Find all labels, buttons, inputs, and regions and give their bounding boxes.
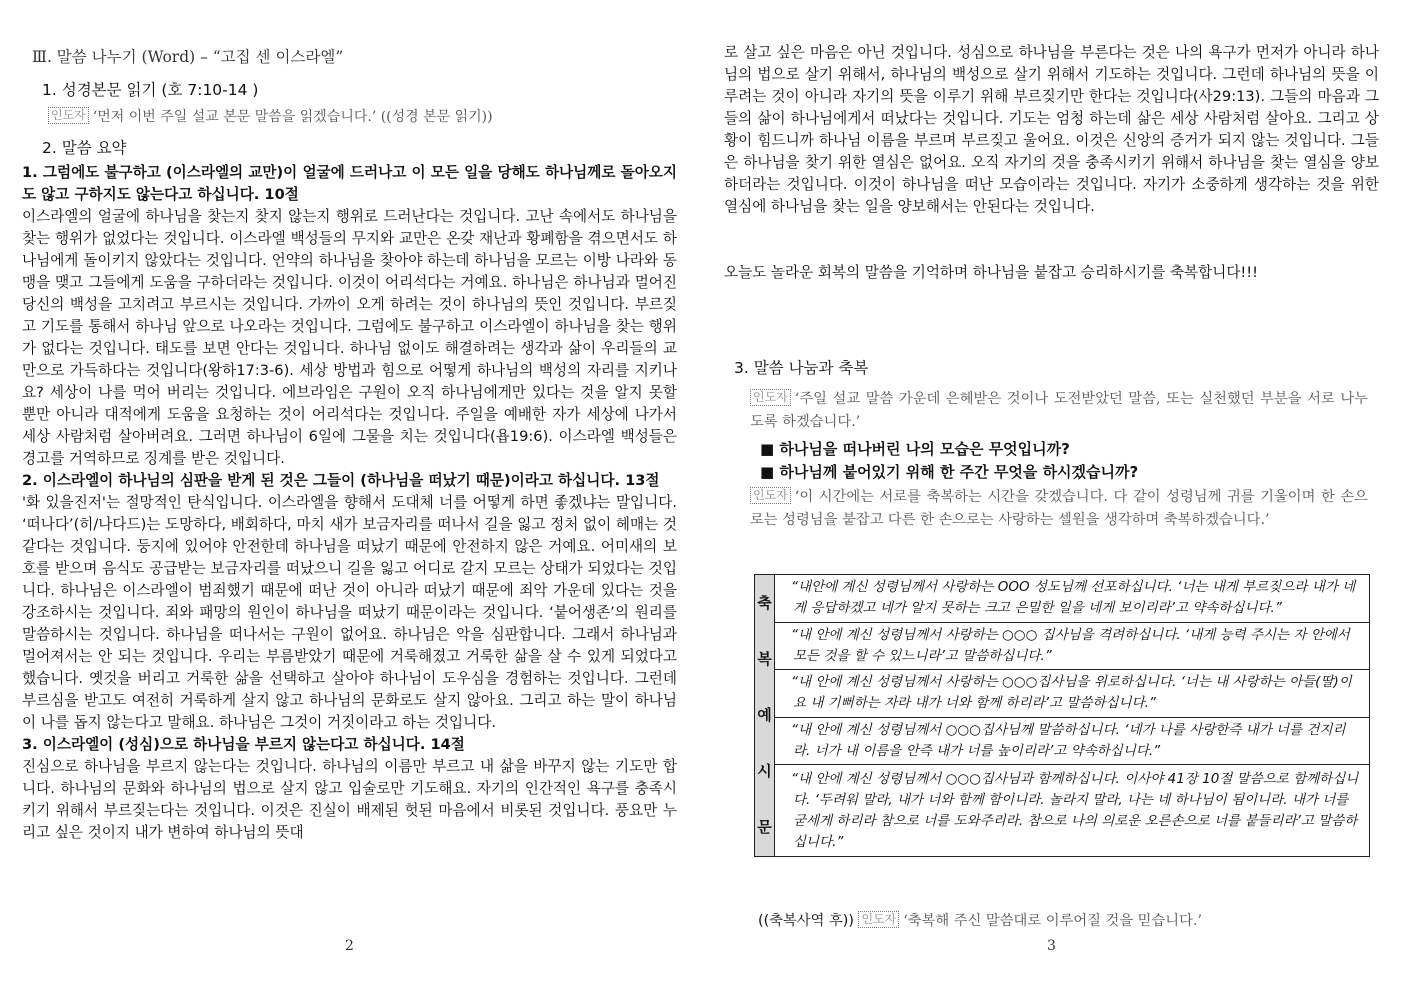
heading-bible-reading: 1. 성경본문 읽기 (호 7:10-14 ) <box>42 81 259 99</box>
heading-summary: 2. 말씀 요약 <box>42 139 127 157</box>
blessing-row: “내 안에 계신 성령님께서 사랑하는 ○○○ 집사님을 격려하십니다. ‘내게 능력 주시는 자 안에서 모든 것을 할 수 있느니라’고 말씀하십니다.” <box>775 622 1370 670</box>
blessing-side-label: 축 복 예 시 문 <box>755 575 775 857</box>
point-2-body: '화 있을진저'는 절망적인 탄식입니다. 이스라엘을 향해서 도대체 너를 어떻게 하면 좋겠냐는 말입니다. ‘떠나다’(히/나다드)는 도망하다, 배회하다, 마치 새가 보금자리를 떠나서 길을 잃고 정처 없이 헤매는 것 같다는 것입니다. 둥지에 있어야 안전한데 하나님을 떠났기 때문에 안전하지 않은 거예요. 어미새의 보호를 받으며 음식도 공급받는 보금자리를 떠났으니 길을 잃고 어디로 갈지 모르는 상태가 되었다는 것입니다. 하나님은 이스라엘이 범죄했기 때문에 떠난 것이 아니라 떠났기 때문에 죄악 가운데 있다는 것을 강조하시는 것입니다. 죄와 패망의 원인이 하나님을 떠났기 때문이라는 것입니다. ‘붙어생존’의 원리를 말씀하시는 것입니다. 하나님을 떠나서는 구원이 없어요. 하나님은 악을 심판합니다. 그래서 하나님과 멀어져서는 안 되는 것입니다. 우리는 부름받았기 때문에 거룩해졌고 거룩한 삶을 살 수 있게 되었다고 했습니다. 옛것을 버리고 거룩한 삶을 선택하고 살아야 하나님이 도우심을 경험하는 것입니다. 그런데 부르심을 받고도 여전히 거룩하게 살지 않고 하나님의 문화로도 살지 않아요. 그리고 하는 말이 하나님이 나를 돕지 않는다고 말해요. 하나님은 그것이 거짓이라고 하는 것입니다. <box>22 494 677 731</box>
leader-tag: 인도자 <box>750 389 791 406</box>
question-2: ■ 하나님께 붙어있기 위해 한 주간 무엇을 하시겠습니까? <box>760 463 1139 481</box>
point-1-title: 1. 그럼에도 불구하고 (이스라엘의 교만)이 얼굴에 드러나고 이 모든 일을 당해도 하나님께로 돌아오지도 않고 구하지도 않는다고 하십니다. 10절 <box>22 164 677 203</box>
blessing-intro: 인도자 ‘이 시간에는 서로를 축복하는 시간을 갖겠습니다. 다 같이 성령님께 귀를 기울이며 한 손으로는 성령님을 붙잡고 다른 한 손으로는 사랑하는 셀원을 생각하며 축복하겠습니다.’ <box>750 488 1368 528</box>
question-list <box>724 438 1138 484</box>
continued-body: 로 살고 싶은 마음은 아닌 것입니다. 성심으로 하나님을 부른다는 것은 나의 욕구가 먼저가 아니라 하나님의 법으로 살기 위해서, 하나님의 백성으로 살기 위해서 기도하는 것입니다. 그런데 하나님의 뜻을 이루려는 것이 아니라 자기의 뜻을 이루기 위해 부르짖기만 한다는 것입니다(사29:13). 그들의 마음과 그들의 삶이 하나님에게서 떠났다는 것입니다. 기도는 엄청 하는데 삶은 세상 사람처럼 살아요. 그리고 상황이 힘드니까 하나님 이름을 부르며 부르짖고 울어요. 이것은 신앙의 증거가 되지 않는 것입니다. 그들은 하나님을 찾기 위한 열심은 없어요. 오직 자기의 것을 충족시키기 위해서 하나님을 찾는 열심을 양보하더라는 것입니다. 이것이 하나님을 떠난 모습이라는 것입니다. 자기가 소중하게 생각하는 것을 위한 열심에 하나님을 찾는 일을 양보해서는 안된다는 것입니다. <box>724 44 1379 215</box>
sharing-intro: 인도자 ‘주일 설교 말씀 가운데 은혜받은 것이나 도전받았던 말씀, 또는 실천했던 부분을 서로 나누도록 하겠습니다.’ <box>750 390 1368 430</box>
closing-blessing: 오늘도 놀라운 회복의 말씀을 기억하며 하나님을 붙잡고 승리하시기를 축복합니다!!! <box>724 264 1258 281</box>
leader-tag: 인도자 <box>48 107 89 124</box>
page-number-right: 3 <box>1047 938 1056 954</box>
page-number-left: 2 <box>345 938 354 954</box>
section-title: Ⅲ. 말씀 나누기 (Word) – “고집 센 이스라엘” <box>32 48 344 66</box>
point-3-body: 진심으로 하나님을 부르지 않는다는 것입니다. 하나님의 이름만 부르고 내 삶을 바꾸지 않는 기도만 합니다. 하나님의 문화와 하나님의 법으로 살지 않고 입술로만 기도해요. 자기의 인간적인 욕구를 충족시키기 위해서 부르짖는다는 것입니다. 이것은 진실이 배제된 헛된 마음에서 비롯된 것입니다. 풍요만 누리고 싶은 것이지 내가 변하여 하나님의 뜻대 <box>22 758 677 841</box>
after-blessing-line: ((축복사역 후)) 인도자 ‘축복해 주신 말씀대로 이루어질 것을 믿습니다.’ <box>758 912 1203 929</box>
summary-body <box>22 162 677 844</box>
blessing-row: “내 안에 계신 성령님께서 ○○○집사님께 말씀하십니다. ‘네가 나를 사랑한즉 내가 너를 건지리라. 너가 내 이름을 안즉 내가 너를 높이리라’고 약속하십니다.” <box>775 717 1370 765</box>
leader-tag: 인도자 <box>858 911 899 928</box>
reading-line <box>48 106 493 126</box>
point-1-body: 이스라엘의 얼굴에 하나님을 찾는지 찾지 않는지 행위로 드러난다는 것입니다. 고난 속에서도 하나님을 찾는 행위가 없었다는 것입니다. 이스라엘 백성들의 무지와 교만은 온갖 재난과 황폐함을 겪으면서도 하나님에게 돌이키지 않았다는 것입니다. 언약의 하나님을 찾아야 하는데 하나님을 모르는 이방 나라와 동맹을 맺고 그들에게 도움을 구하더라는 것입니다. 이것이 어리석다는 거예요. 하나님은 하나님과 멀어진 당신의 백성을 고치려고 부르시는 것입니다. 가까이 오게 하려는 것이 하나님의 뜻인 것입니다. 부르짖고 기도를 통해서 하나님 앞으로 나오라는 것입니다. 그럼에도 불구하고 이스라엘이 하나님을 찾는 행위가 없다는 것입니다. 태도를 보면 안다는 것입니다. 하나님 없이도 해결하려는 생각과 삶이 우리들의 교만으로 가득하다는 것입니다(왕하17:3-6). 세상 방법과 힘으로 어떻게 하나님의 백성의 자리를 지키나요? 세상이 나를 먹어 버리는 것입니다. 에브라임은 구원이 오직 하나님에게만 있다는 것을 알지 못할 뿐만 아니라 대적에게 도움을 요청하는 것이 어리석다는 것입니다. 주일을 예배한 자가 세상에 나가서 세상 사람처럼 살아버려요. 그러면 하나님이 6일에 그물을 치는 것입니다(욥19:6). 이스라엘 백성들은 경고를 거역하므로 징계를 받은 것입니다. <box>22 208 677 467</box>
point-2-title: 2. 이스라엘이 하나님의 심판을 받게 된 것은 그들이 (하나님을 떠났기 때문)이라고 하십니다. 13절 <box>22 472 660 489</box>
blessing-examples-table <box>754 574 1370 857</box>
leader-tag: 인도자 <box>750 487 791 504</box>
blessing-row: “내 안에 계신 성령님께서 ○○○집사님과 함께하십니다. 이사야 41장 10절 말씀으로 함께하십니다. ‘두려워 말라, 내가 너와 함께 함이니라. 놀라지 말라, 나는 네 하나님이 됨이니라. 내가 너를 굳세게 하리라 참으로 너를 도와주리라. 참으로 나의 의로운 오른손으로 너를 붙들리라’고 말씀하십니다.” <box>775 765 1370 857</box>
blessing-row: “내안에 계신 성령님께서 사랑하는 OOO 성도님께 선포하십니다. ‘너는 내게 부르짖으라 내가 네게 응답하겠고 네가 알지 못하는 크고 은밀한 일을 네게 보이리라’고 약속하십니다.” <box>775 575 1370 623</box>
blessing-row: “내 안에 계신 성령님께서 사랑하는 ○○○집사님을 위로하십니다. ‘너는 내 사랑하는 아들(딸)이요 내 기뻐하는 자라 내가 너와 함께 하리라’고 말씀하십니다.” <box>775 670 1370 718</box>
reading-text: ‘먼저 이번 주일 설교 본문 말씀을 읽겠습니다.’ ((성경 본문 읽기)) <box>92 109 493 125</box>
question-1: ■ 하나님을 떠나버린 나의 모습은 무엇입니까? <box>760 440 1070 458</box>
point-3-title: 3. 이스라엘이 (성심)으로 하나님을 부르지 않는다고 하십니다. 14절 <box>22 736 465 753</box>
heading-sharing: 3. 말씀 나눔과 축복 <box>734 359 869 377</box>
